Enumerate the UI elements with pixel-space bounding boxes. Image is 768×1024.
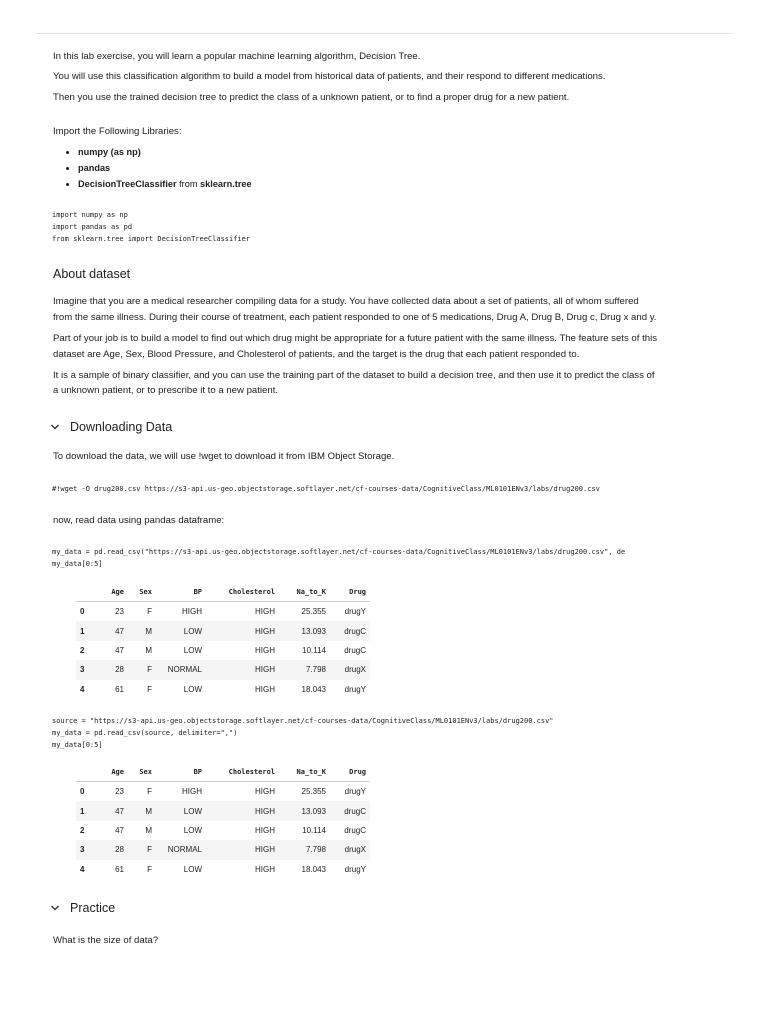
column-header: Sex [128, 582, 156, 602]
table-cell: 25.355 [301, 607, 326, 617]
table-cell: 0 [80, 607, 85, 617]
table-cell: 28 [98, 660, 128, 679]
column-header: Cholesterol [206, 582, 279, 602]
source-code-cell[interactable]: source = "https://s3-api.us-geo.objectstorage.softlayer.net/cf-courses-data/CognitiveClass/ML0101ENv3/labs/drug200.csv" my_data = pd.read_csv(source, delimiter=",") my_data[0:5] [52, 717, 554, 749]
table-cell: F [147, 607, 152, 617]
table-cell: 1 [76, 801, 98, 820]
table-cell: 47 [115, 825, 124, 835]
table-cell: 13.093 [279, 621, 330, 640]
column-header: Drug [330, 582, 370, 602]
table-cell: 0 [80, 787, 85, 797]
table-row [76, 801, 370, 820]
table-cell: 3 [76, 840, 98, 859]
import-code-cell[interactable]: import numpy as np import pandas as pd from sklearn.tree import DecisionTreeClassifier [52, 211, 251, 243]
dataframe-output-2 [76, 762, 370, 879]
downloading-heading: Downloading Data [70, 420, 173, 434]
practice-heading: Practice [70, 901, 116, 915]
table-cell: F [147, 864, 152, 874]
table-cell: LOW [183, 645, 202, 655]
table-cell: HIGH [255, 787, 275, 797]
table-cell: 4 [80, 684, 85, 694]
column-header: Cholesterol [206, 762, 279, 782]
table-cell: 25.355 [301, 787, 326, 797]
table-cell: 7.798 [279, 840, 330, 859]
table-cell: M [128, 621, 156, 640]
table-row [76, 821, 370, 840]
table-cell: F [147, 787, 152, 797]
table-cell: LOW [156, 801, 206, 820]
practice-question: What is the size of data? [53, 935, 159, 946]
table-header-row [76, 762, 370, 782]
about-p3a: It is a sample of binary classifier, and you can use the training part of the dataset to build a decision tree, and then use it to predict the class of [53, 370, 655, 381]
table-row [76, 860, 370, 879]
column-header: BP [156, 762, 206, 782]
table-row [76, 602, 370, 622]
table-cell: HIGH [255, 607, 275, 617]
column-header: Na_to_K [279, 762, 330, 782]
table-cell: HIGH [182, 607, 202, 617]
table-cell: 2 [80, 825, 85, 835]
table-cell: HIGH [206, 801, 279, 820]
table-cell: M [145, 645, 152, 655]
chevron-down-icon [50, 422, 60, 432]
about-p1b: from the same illness. During their course of treatment, each patient responded to one of 5 medications, Drug A, Drug B, Drug c, Drug x and y. [53, 312, 657, 323]
table-row [76, 782, 370, 802]
table-row [76, 621, 370, 640]
column-header: Drug [330, 762, 370, 782]
download-text: To download the data, we will use !wget to download it from IBM Object Storage. [53, 451, 395, 462]
table-cell: drugC [344, 825, 366, 835]
table-cell: HIGH [182, 787, 202, 797]
table-cell: F [128, 660, 156, 679]
table-cell: 4 [80, 864, 85, 874]
table-cell: drugX [330, 660, 370, 679]
top-divider [36, 33, 733, 34]
about-p1a: Imagine that you are a medical researcher compiling data for a study. You have collected data about a set of patients, all of whom suffered [53, 296, 639, 307]
table-cell: drugY [344, 787, 366, 797]
table-cell: 13.093 [279, 801, 330, 820]
column-header: Age [98, 762, 128, 782]
table-cell: LOW [156, 621, 206, 640]
library-list [64, 144, 252, 192]
table-cell: drugC [330, 801, 370, 820]
table-cell: HIGH [206, 621, 279, 640]
table-cell: HIGH [255, 645, 275, 655]
table-cell: HIGH [206, 660, 279, 679]
table-cell: 61 [115, 684, 124, 694]
table-cell: HIGH [255, 864, 275, 874]
column-header: Age [98, 582, 128, 602]
table-cell: drugC [344, 645, 366, 655]
table-cell: 1 [76, 621, 98, 640]
table-header-row [76, 582, 370, 602]
intro-line-1: In this lab exercise, you will learn a popular machine learning algorithm, Decision Tree. [53, 51, 421, 62]
table-cell: NORMAL [156, 660, 206, 679]
table-cell: drugY [344, 864, 366, 874]
about-p3b: a unknown patient, or to prescribe it to a new patient. [53, 385, 279, 396]
table-cell: F [128, 840, 156, 859]
about-p2a: Part of your job is to build a model to find out which drug might be appropriate for a future patient with the same illness. The feature sets of this [53, 333, 658, 344]
table-cell: 3 [76, 660, 98, 679]
intro-line-3: Then you use the trained decision tree to predict the class of a unknown patient, or to find a proper drug for a new patient. [53, 92, 570, 103]
table-cell: 23 [115, 787, 124, 797]
table-cell: 18.043 [301, 684, 326, 694]
column-header: Na_to_K [279, 582, 330, 602]
library-item: • numpy (as np) [78, 144, 252, 160]
table-cell: 2 [80, 645, 85, 655]
about-p2b: dataset are Age, Sex, Blood Pressure, and Cholesterol of patients, and the target is the drug that each patient responded to. [53, 349, 580, 360]
table-cell: 23 [115, 607, 124, 617]
chevron-down-icon [50, 903, 60, 913]
table-cell: HIGH [206, 840, 279, 859]
table-cell: 28 [98, 840, 128, 859]
column-header [76, 582, 98, 602]
intro-line-2: You will use this classification algorithm to build a model from historical data of patients, and their respond to different medications. [53, 71, 606, 82]
table-cell: NORMAL [156, 840, 206, 859]
table-cell: drugC [330, 621, 370, 640]
table-cell: drugY [344, 607, 366, 617]
table-cell: 47 [115, 645, 124, 655]
table-cell: 10.114 [302, 645, 326, 655]
table-cell: drugX [330, 840, 370, 859]
column-header [76, 762, 98, 782]
table-cell: drugY [344, 684, 366, 694]
table-cell: 7.798 [279, 660, 330, 679]
import-heading: Import the Following Libraries: [53, 126, 182, 137]
table-cell: LOW [183, 825, 202, 835]
table-cell: M [128, 801, 156, 820]
table-cell: 61 [115, 864, 124, 874]
table-cell: LOW [183, 864, 202, 874]
table-cell: 47 [98, 621, 128, 640]
library-item: • DecisionTreeClassifier from sklearn.tree [78, 176, 252, 192]
table-cell: 18.043 [301, 864, 326, 874]
wget-code-cell[interactable]: #!wget -O drug200.csv https://s3-api.us-geo.objectstorage.softlayer.net/cf-courses-data/CognitiveClass/ML0101ENv3/labs/drug200.csv [52, 485, 600, 493]
read-text: now, read data using pandas dataframe: [53, 515, 225, 526]
practice-section-toggle[interactable] [50, 901, 115, 915]
table-cell: 47 [98, 801, 128, 820]
library-item: • pandas [78, 160, 252, 176]
downloading-section-toggle[interactable] [50, 420, 172, 434]
column-header: BP [156, 582, 206, 602]
table-cell: HIGH [255, 825, 275, 835]
table-cell: LOW [183, 684, 202, 694]
table-cell: 10.114 [302, 825, 326, 835]
table-row [76, 840, 370, 859]
about-heading: About dataset [53, 267, 131, 281]
table-cell: M [145, 825, 152, 835]
table-cell: F [147, 684, 152, 694]
table-row [76, 641, 370, 660]
dataframe-output-1 [76, 582, 370, 699]
column-header: Sex [128, 762, 156, 782]
table-row [76, 660, 370, 679]
table-cell: HIGH [255, 684, 275, 694]
read-csv-code-cell[interactable]: my_data = pd.read_csv("https://s3-api.us-geo.objectstorage.softlayer.net/cf-courses-data/CognitiveClass/ML0101ENv3/labs/drug200.csv", de my_data[0:5] [52, 548, 626, 568]
table-row [76, 680, 370, 699]
